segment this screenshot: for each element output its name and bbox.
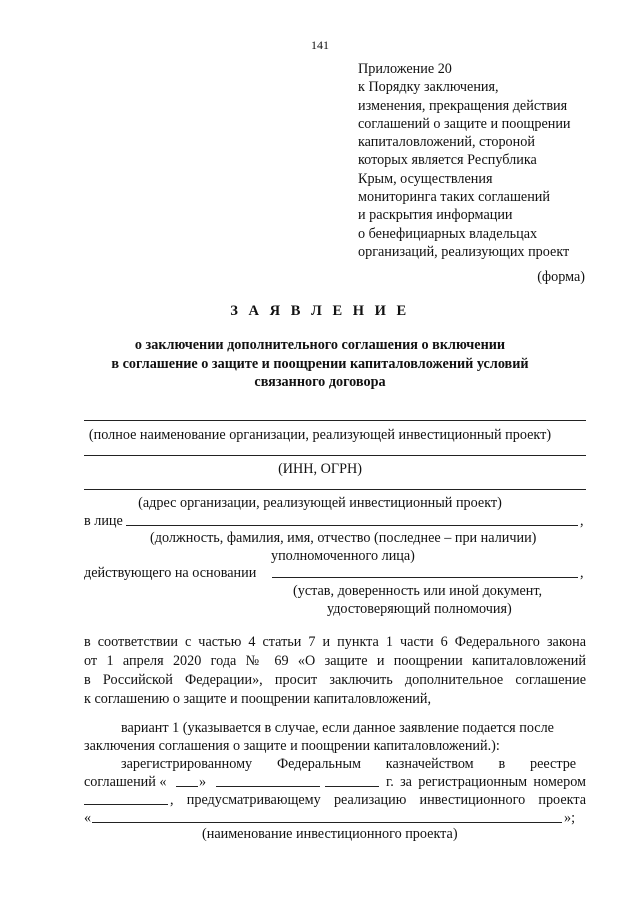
- appendix-line: соглашений о защите и поощрении: [358, 115, 571, 132]
- appendix-line: Крым, осуществления: [358, 170, 493, 187]
- basis-hint-line2: удостоверяющий полномочия): [327, 601, 512, 617]
- project-name-hint: (наименование инвестиционного проекта): [202, 826, 458, 842]
- registered-line3: , предусматривающему реализацию инвестиционного проекта: [170, 792, 586, 808]
- paragraph-line: в Российской Федерации», просит заключить дополнительное соглашение: [84, 672, 586, 688]
- appendix-line: изменения, прекращения действия: [358, 97, 568, 114]
- project-close-quote: »;: [564, 810, 576, 826]
- page-number: 141: [311, 38, 329, 52]
- represented-by-label: в лице: [84, 513, 123, 529]
- org-name-hint: (полное наименование организации, реализующей инвестиционный проект): [88, 427, 552, 443]
- person-hint-line2: уполномоченного лица): [271, 548, 415, 564]
- project-open-quote: «: [84, 810, 92, 826]
- appendix-block: [358, 60, 598, 261]
- registered-line2-suffix: г. за регистрационным номером: [386, 774, 586, 790]
- person-hint-line1: (должность, фамилия, имя, отчество (последнее – при наличии): [150, 530, 537, 546]
- appendix-line: и раскрытия информации: [358, 207, 513, 224]
- represented-by-field[interactable]: [126, 525, 578, 526]
- subject-line: о заключении дополнительного соглашения о включении: [134, 337, 506, 353]
- appendix-line: мониторинга таких соглашений: [358, 189, 550, 206]
- address-hint: (адрес организации, реализующей инвестиционный проект): [138, 495, 502, 511]
- project-name-field[interactable]: [92, 822, 562, 823]
- paragraph-line: в соответствии с частью 4 статьи 7 и пункта 1 части 6 Федерального закона: [84, 634, 586, 650]
- registry-year-field[interactable]: [325, 786, 379, 787]
- basis-comma: ,: [580, 565, 584, 581]
- inn-ogrn-field[interactable]: [84, 455, 586, 456]
- document-subject: [0, 336, 640, 392]
- document-title: З А Я В Л Е Н И Е: [230, 303, 410, 319]
- variant-line1: вариант 1 (указывается в случае, если данное заявление подается после: [121, 720, 554, 736]
- basis-hint-line1: (устав, доверенность или иной документ,: [293, 583, 543, 599]
- subject-line: связанного договора: [254, 374, 386, 390]
- subject-line: в соглашение о защите и поощрении капиталовложений условий: [111, 355, 529, 372]
- appendix-line: о бенефициарных владельцах: [358, 225, 538, 242]
- inn-ogrn-hint: (ИНН, ОГРН): [278, 461, 362, 477]
- registered-line2-prefix: соглашений «: [84, 774, 167, 790]
- appendix-line: Приложение 20: [358, 61, 452, 77]
- registered-line1: зарегистрированному Федеральным казначейством в реестре: [121, 756, 577, 772]
- org-name-field[interactable]: [84, 420, 586, 421]
- registry-day-field[interactable]: [176, 786, 198, 787]
- address-field[interactable]: [84, 489, 586, 490]
- paragraph-line: от 1 апреля 2020 года № 69 «О защите и поощрении капиталовложений: [84, 653, 586, 669]
- represented-by-comma: ,: [580, 513, 584, 529]
- appendix-line: организаций, реализующих проект: [358, 243, 570, 260]
- appendix-line: к Порядку заключения,: [358, 79, 499, 96]
- registered-line2-quote: »: [199, 774, 207, 790]
- request-paragraph: [84, 633, 586, 709]
- basis-field[interactable]: [272, 577, 578, 578]
- registration-number-field[interactable]: [84, 804, 168, 805]
- form-label: (форма): [537, 269, 585, 285]
- paragraph-line: к соглашению о защите и поощрении капиталовложений,: [84, 691, 432, 707]
- basis-label: действующего на основании: [84, 565, 257, 581]
- appendix-line: капиталовложений, стороной: [358, 134, 535, 151]
- appendix-line: которых является Республика: [358, 152, 537, 169]
- registry-month-field[interactable]: [216, 786, 320, 787]
- variant-line2: заключения соглашения о защите и поощрении капиталовложений.):: [84, 738, 500, 754]
